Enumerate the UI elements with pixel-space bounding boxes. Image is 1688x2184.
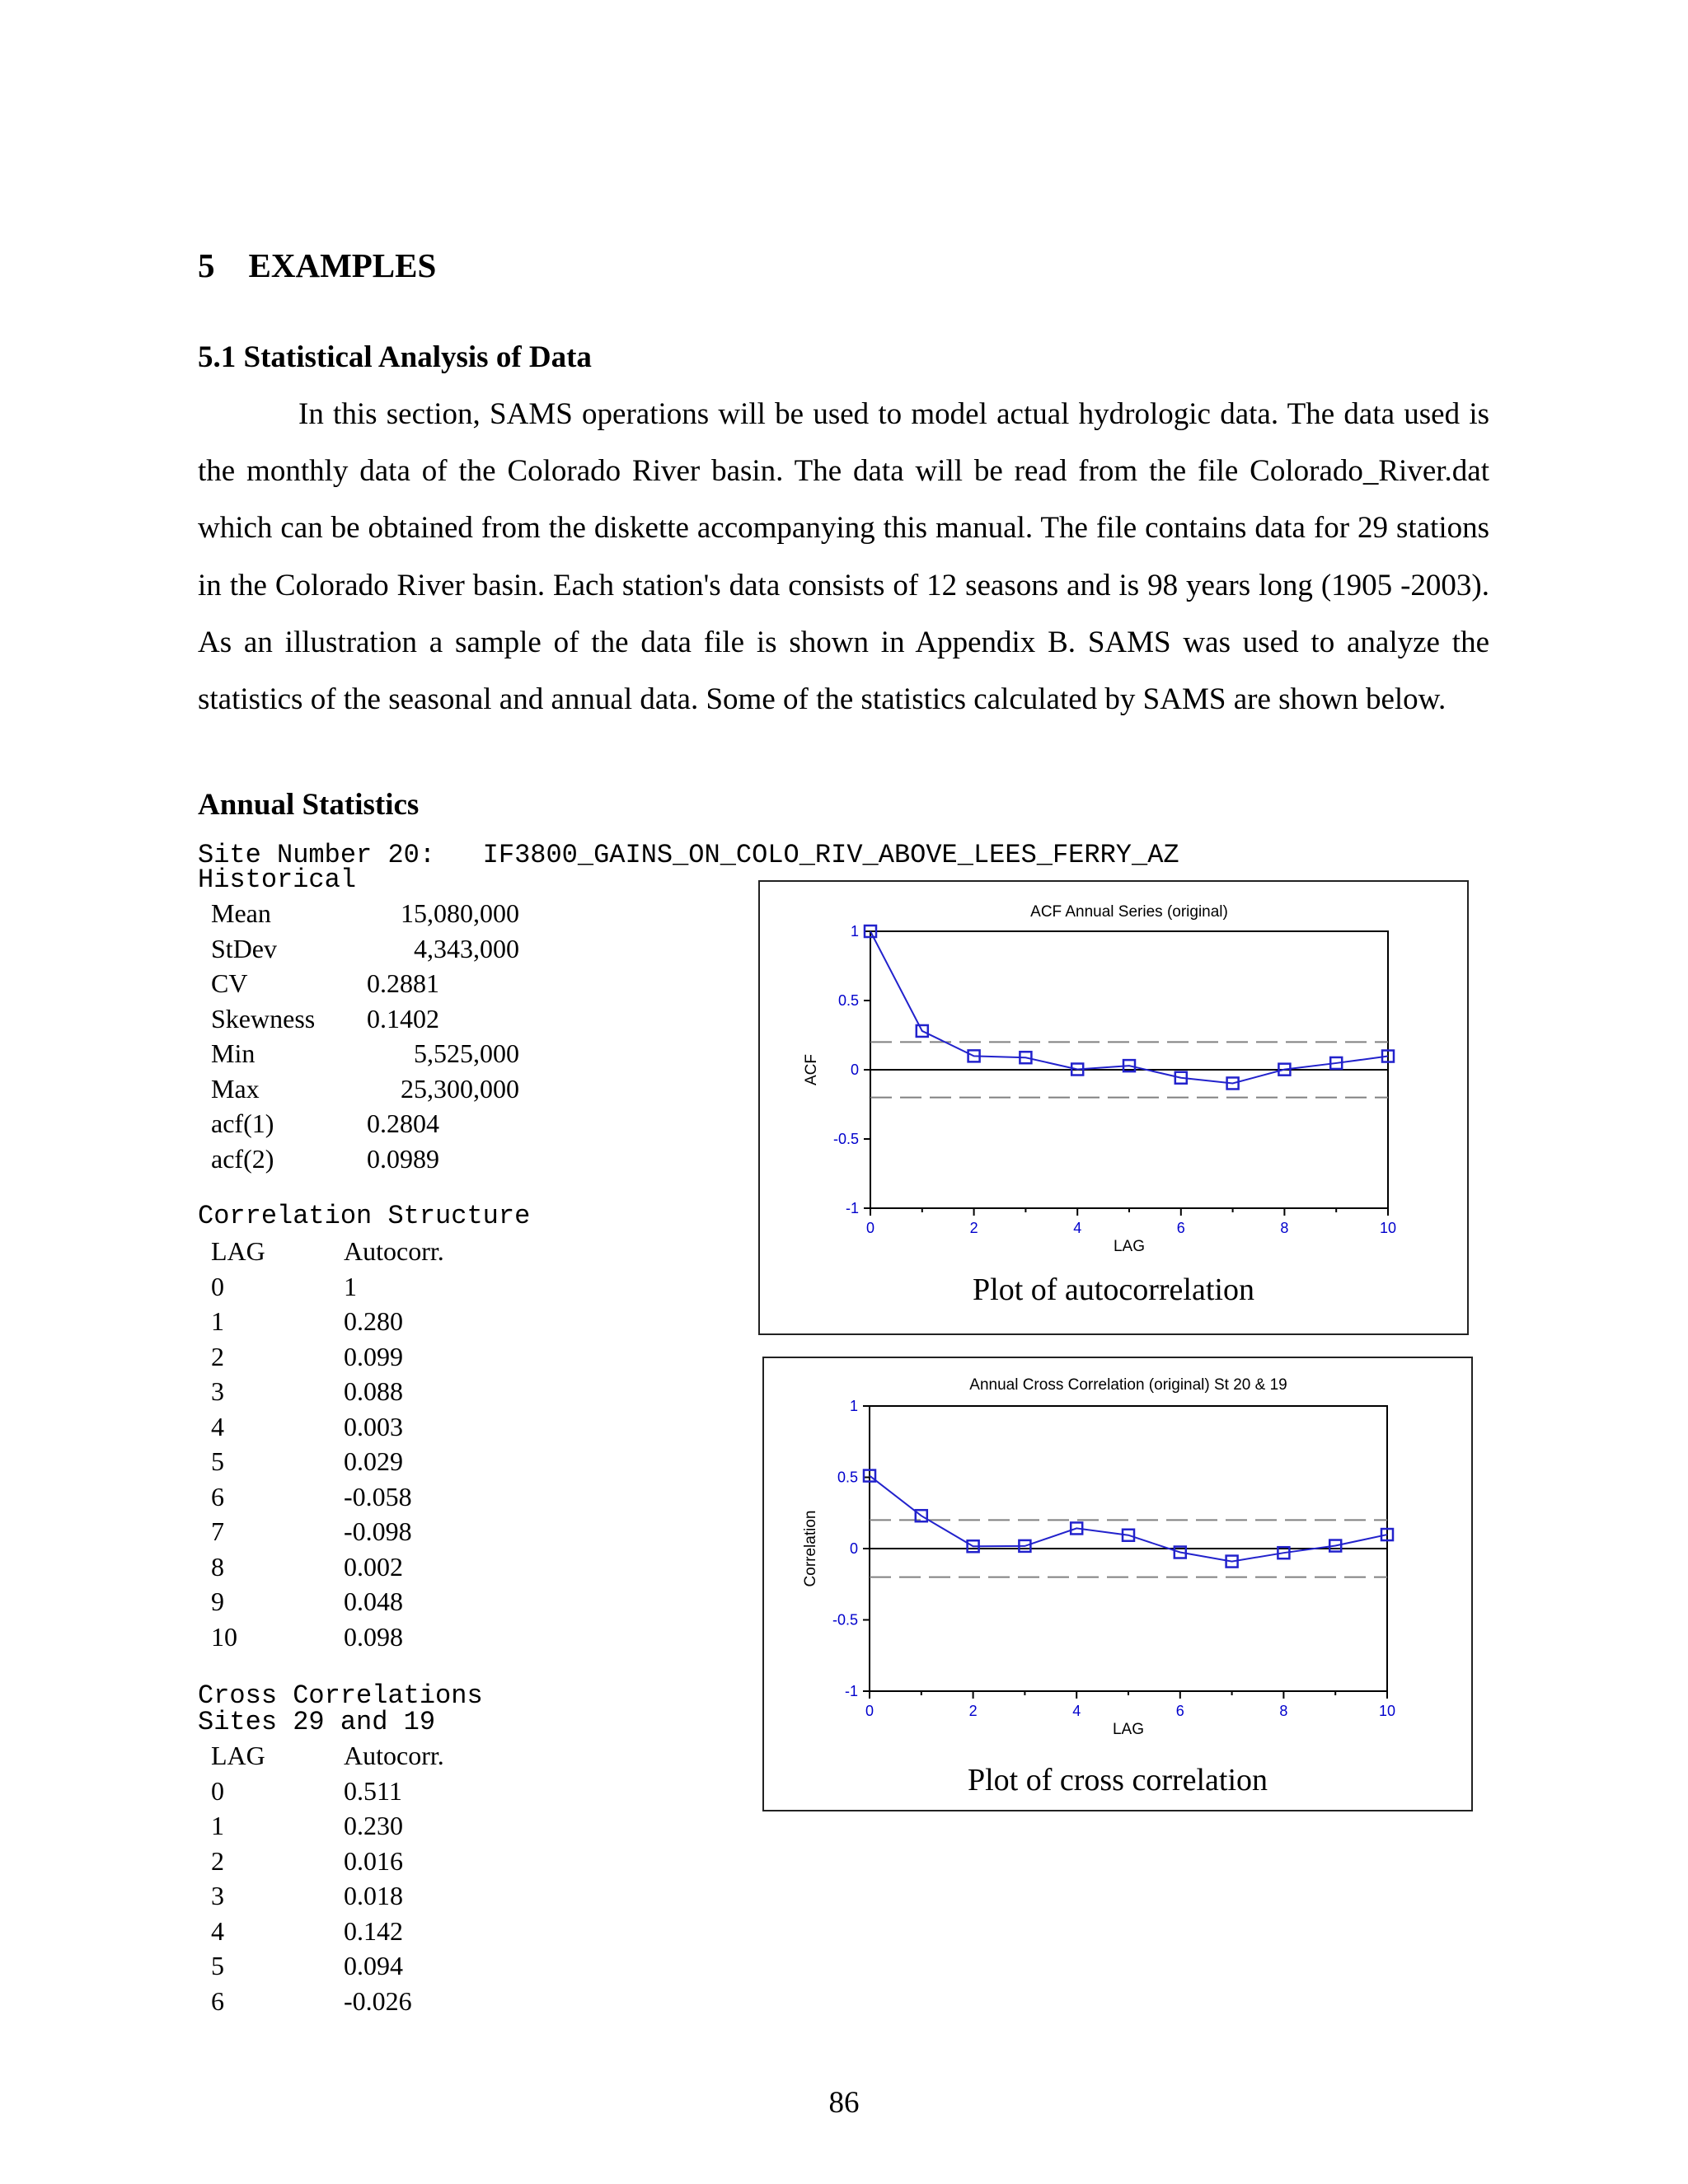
cross-correlation-chart-caption: Plot of cross correlation (967, 1763, 1268, 1797)
stat-label: StDev (211, 933, 277, 963)
table-cell-lag: 4 (211, 1915, 224, 1946)
y-tick-label: -1 (845, 1200, 859, 1216)
table-cell-lag: 5 (211, 1446, 224, 1476)
table-cell-autocorr: 0.094 (344, 1951, 403, 1980)
correlation-structure-table (211, 1236, 541, 1665)
x-tick-label: 8 (1279, 1703, 1288, 1719)
acf-chart (760, 882, 1467, 1333)
stat-value: 0.2804 (367, 1108, 439, 1138)
x-tick-label: 10 (1378, 1703, 1396, 1719)
y-tick-label: 1 (849, 1398, 858, 1414)
historical-label: Historical (198, 865, 357, 895)
table-cell-autocorr: 0.142 (344, 1915, 403, 1946)
section-heading (198, 246, 436, 285)
stat-value: 25,300,000 (401, 1073, 519, 1104)
y-axis-label: Correlation (802, 1510, 819, 1587)
table-cell-autocorr: -0.058 (344, 1481, 412, 1511)
stat-label: Max (211, 1073, 260, 1104)
y-tick-label: 0.5 (837, 992, 859, 1009)
table-cell-lag: 0 (211, 1775, 224, 1806)
stat-value: 4,343,000 (414, 933, 519, 963)
stat-value: 15,080,000 (401, 898, 519, 928)
stat-value: 0.0989 (367, 1143, 439, 1174)
paragraph-text: In this section, SAMS operations will be used to model actual hydrologic data. The data used is the monthly data of the Colorado River basin. The data will be read from the file Colorado_River.dat which can be obtained from the diskette accompanying this manual. The file contains data for 29 stations in the Colorado River basin. Each station's data consists of 12 seasons and is 98 years long (1905 -2003). As an illustration a sample of the data file is shown in Appendix B. SAMS was used to analyze the statistics of the seasonal and annual data. Some of the statistics calculated by SAMS are shown below. (198, 397, 1489, 717)
cross-correlations-table (211, 1741, 541, 2021)
subsection-heading: 5.1 Statistical Analysis of Data (198, 340, 592, 374)
table-header-autocorr: Autocorr. (344, 1741, 444, 1770)
stat-label: acf(1) (211, 1108, 274, 1138)
chart-title: ACF Annual Series (original) (1030, 903, 1228, 921)
stat-value: 0.1402 (367, 1003, 439, 1033)
table-cell-autocorr: 0.002 (344, 1551, 403, 1582)
table-cell-autocorr: 0.018 (344, 1881, 403, 1910)
x-tick-label: 10 (1379, 1220, 1397, 1236)
stat-label: Mean (211, 898, 271, 928)
x-tick-label: 2 (969, 1220, 978, 1236)
table-header-lag: LAG (211, 1236, 265, 1266)
table-cell-autocorr: 0.003 (344, 1411, 403, 1441)
x-axis-label: LAG (1113, 1238, 1146, 1255)
y-tick-label: 0 (849, 1540, 858, 1557)
table-cell-autocorr: 0.099 (344, 1341, 403, 1371)
x-tick-label: 8 (1280, 1220, 1289, 1236)
table-cell-lag: 10 (211, 1621, 237, 1652)
table-cell-autocorr: 0.098 (344, 1621, 403, 1652)
table-cell-lag: 8 (211, 1551, 224, 1582)
table-cell-autocorr: 0.029 (344, 1446, 403, 1476)
x-tick-label: 0 (865, 1220, 875, 1236)
cross-correlations-sites: Sites 29 and 19 (198, 1707, 436, 1737)
table-cell-lag: 9 (211, 1586, 224, 1616)
acf-chart-caption: Plot of autocorrelation (973, 1272, 1254, 1307)
x-axis-label: LAG (1112, 1721, 1145, 1738)
table-cell-lag: 5 (211, 1951, 224, 1980)
body-paragraph (198, 386, 1489, 728)
x-tick-label: 6 (1176, 1220, 1185, 1236)
stat-value: 0.2881 (367, 968, 439, 998)
y-tick-label: 0.5 (837, 1469, 858, 1486)
stat-label: Min (211, 1038, 256, 1068)
section-number: 5 (198, 246, 215, 284)
y-tick-label: 1 (850, 923, 859, 940)
table-cell-autocorr: 0.088 (344, 1376, 403, 1406)
table-cell-autocorr: 0.230 (344, 1811, 403, 1840)
y-tick-label: -0.5 (832, 1611, 858, 1629)
correlation-structure-title: Correlation Structure (198, 1201, 531, 1231)
table-cell-autocorr: 0.511 (344, 1775, 402, 1806)
y-tick-label: -0.5 (832, 1131, 859, 1147)
table-cell-lag: 6 (211, 1481, 224, 1511)
stat-value: 5,525,000 (414, 1038, 519, 1068)
chart-title: Annual Cross Correlation (original) St 20 & 19 (969, 1376, 1287, 1394)
statistics-table (211, 898, 541, 1179)
stat-label: CV (211, 968, 248, 998)
stat-label: Skewness (211, 1003, 316, 1033)
x-tick-label: 4 (1072, 1703, 1081, 1719)
x-tick-label: 2 (968, 1703, 978, 1719)
table-cell-lag: 1 (211, 1811, 224, 1840)
table-cell-lag: 0 (211, 1271, 224, 1301)
stat-label: acf(2) (211, 1143, 274, 1174)
table-cell-lag: 3 (211, 1881, 224, 1910)
site-line: Site Number 20: IF3800_GAINS_ON_COLO_RIV_ABOVE_LEES_FERRY_AZ (198, 840, 1179, 870)
page-number: 86 (828, 2086, 860, 2120)
annual-statistics-heading: Annual Statistics (198, 788, 420, 822)
table-cell-autocorr: -0.098 (344, 1516, 412, 1546)
cross-correlation-chart (764, 1358, 1471, 1810)
table-cell-lag: 6 (211, 1985, 224, 2016)
table-cell-lag: 4 (211, 1411, 224, 1441)
table-cell-autocorr: 0.016 (344, 1845, 403, 1876)
cross-correlation-chart-panel (762, 1357, 1473, 1811)
table-cell-lag: 7 (211, 1516, 224, 1546)
table-cell-lag: 3 (211, 1376, 224, 1406)
x-tick-label: 0 (865, 1703, 874, 1719)
table-cell-autocorr: 1 (344, 1271, 357, 1301)
table-cell-lag: 1 (211, 1306, 224, 1336)
table-cell-lag: 2 (211, 1341, 224, 1371)
y-tick-label: 0 (850, 1062, 859, 1078)
acf-chart-panel (758, 880, 1469, 1335)
table-header-lag: LAG (211, 1741, 265, 1770)
y-tick-label: -1 (844, 1683, 858, 1699)
table-cell-lag: 2 (211, 1845, 224, 1876)
section-title: EXAMPLES (248, 246, 437, 284)
x-tick-label: 6 (1175, 1703, 1184, 1719)
cross-correlations-title: Cross Correlations (198, 1680, 483, 1711)
table-header-autocorr: Autocorr. (344, 1236, 444, 1266)
y-axis-label: ACF (803, 1054, 820, 1085)
table-cell-autocorr: 0.280 (344, 1306, 403, 1336)
table-cell-autocorr: 0.048 (344, 1586, 403, 1616)
x-tick-label: 4 (1073, 1220, 1082, 1236)
table-cell-autocorr: -0.026 (344, 1985, 412, 2016)
